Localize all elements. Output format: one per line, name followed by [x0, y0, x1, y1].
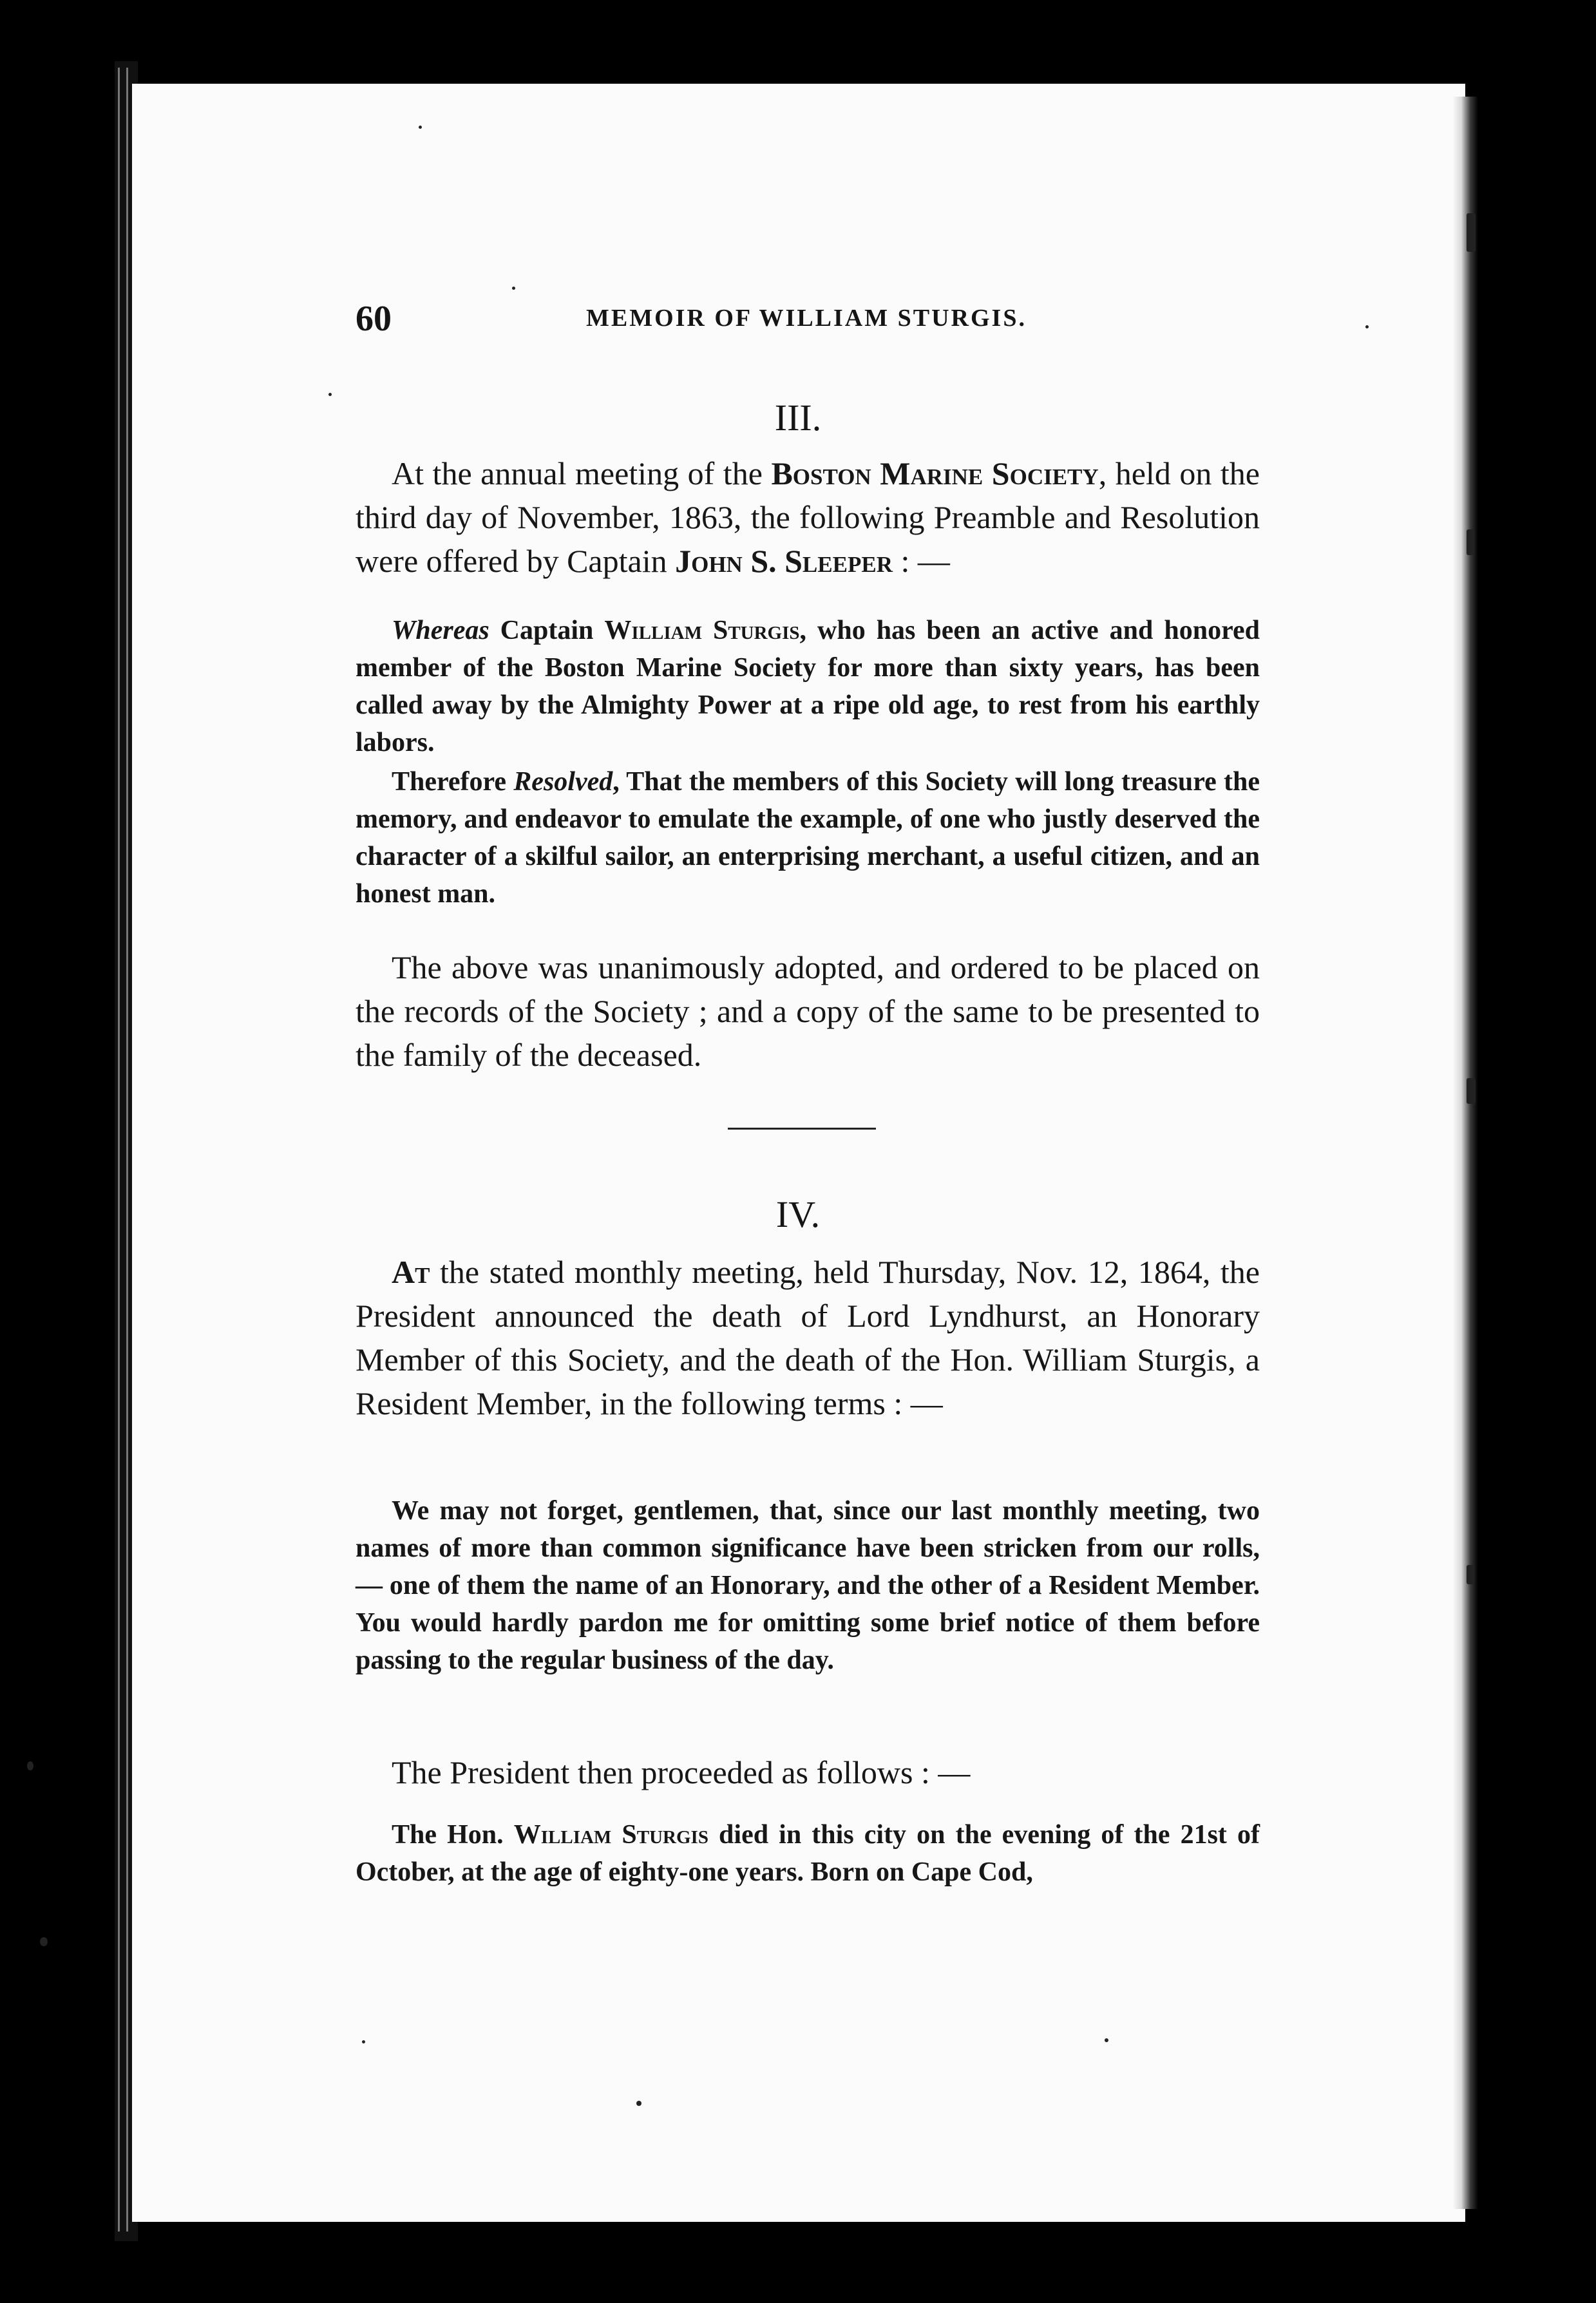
text-run: Therefore — [392, 767, 514, 797]
final-paragraph — [356, 1816, 1260, 1891]
speck — [27, 1761, 33, 1770]
speck — [328, 393, 332, 396]
speck — [512, 287, 515, 290]
drop-word: At — [392, 1254, 430, 1290]
speck — [1365, 325, 1369, 328]
text-run: , who has been an active and honored member of the Boston Marine Society for more than sixty years, has been called away by the Almighty Power at a ripe old age, to rest from his earthly labors. — [356, 616, 1260, 757]
text-run: Captain — [489, 616, 605, 645]
section-iv-intro — [356, 1250, 1260, 1425]
resolved-word: Resolved — [513, 767, 613, 797]
margin-mark — [1467, 213, 1476, 252]
text-run: At the annual meeting of the — [392, 455, 772, 491]
section-iii-closing: The above was unanimously adopted, and ordered to be placed on the records of the Society ; and a copy of the same to be presented to the family of the deceased. — [356, 949, 1260, 1073]
speck — [636, 2101, 641, 2106]
resolved-paragraph — [356, 763, 1260, 913]
speck — [1105, 2038, 1108, 2042]
president-proceeded: The President then proceeded as follows : — — [392, 1754, 971, 1790]
running-title: MEMOIR OF WILLIAM STURGIS. — [586, 305, 1027, 332]
page-number: 60 — [356, 299, 392, 339]
person-name: William Sturgis — [604, 616, 800, 645]
text-run: the stated monthly meeting, held Thursday, Nov. 12, 1864, the President announced the death of Lord Lyndhurst, an Honorary Member of this Society, and the death of the Hon. William Sturgis, a Resident Member, in the following terms : — — [356, 1254, 1260, 1421]
margin-mark — [1467, 1565, 1474, 1584]
gutter-line — [118, 68, 120, 2232]
speck — [40, 1937, 48, 1946]
section-divider — [728, 1128, 876, 1130]
section-iii-intro — [356, 451, 1260, 583]
text-run: : — — [892, 543, 950, 579]
whereas-word: Whereas — [392, 616, 489, 645]
text-run: , held on the third day of November, 1863, the following Preamble and Resolution were offered by Captain — [356, 455, 1260, 579]
text-run: The Hon. — [392, 1820, 514, 1850]
captain-name: John S. Sleeper — [675, 543, 893, 579]
margin-mark — [1467, 529, 1474, 555]
section-numeral-iii: III. — [774, 397, 822, 439]
gutter-line — [126, 68, 128, 2232]
text-run: , That the members of this Society will long treasure the memory, and endeavor to emulate the example, of one who justly deserved the character of a skilful sailor, an enterprising merchant, a useful citizen, and an honest man. — [356, 767, 1260, 909]
speck — [362, 2040, 365, 2043]
speck — [419, 126, 422, 129]
text-run: died in this city on the evening of the 21st of October, at the age of eighty-one years. Born on Cape Cod, — [356, 1820, 1260, 1887]
section-numeral-iv: IV. — [775, 1193, 821, 1235]
whereas-paragraph — [356, 612, 1260, 761]
president-quote: We may not forget, gentlemen, that, since our last monthly meeting, two names of more than common significance have been stricken from our rolls, — one of them the name of an Honorary, and the other of a Resident Member. You would hardly pardon me for omitting some brief notice of them before passing to the regular business of the day. — [356, 1496, 1260, 1675]
society-name: Boston Marine Society — [771, 455, 1099, 491]
margin-mark — [1467, 1078, 1476, 1104]
person-name: William Sturgis — [513, 1820, 708, 1850]
